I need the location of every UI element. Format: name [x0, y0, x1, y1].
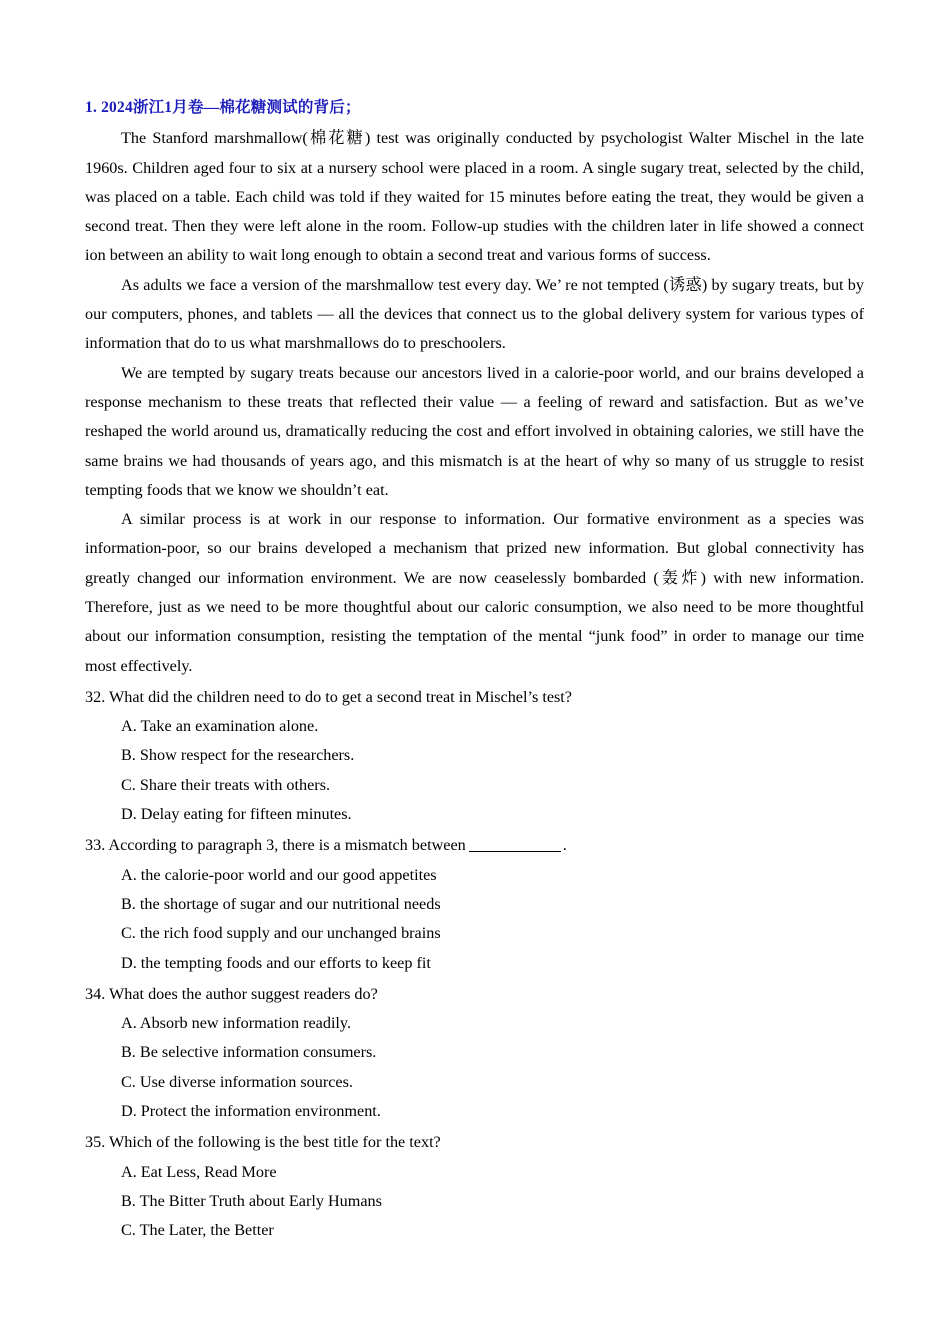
passage-paragraph-4: A similar process is at work in our response to information. Our formative environment as a species was information-poor, so our brains developed a mechanism that prized new information. But global connectivity has greatly changed our information environment. We are now ceaselessly bombarded (轰炸) with new information. Therefore, just as we need to be more thoughtful about our caloric consumption, we also need to be more thoughtful about our information consumption, resisting the temptation of the mental “junk food” in order to manage our time most effectively. — [85, 510, 864, 675]
question-option-a[interactable]: A. Take an examination alone. — [121, 717, 319, 736]
question-option-b[interactable]: B. Show respect for the researchers. — [121, 746, 355, 765]
passage-body — [85, 124, 864, 681]
question-option-a[interactable]: A. Absorb new information readily. — [121, 1014, 352, 1033]
page-title: 1. 2024浙江1月卷—棉花糖测试的背后； — [85, 99, 361, 116]
question-option-a[interactable]: A. Eat Less, Read More — [121, 1162, 277, 1181]
question-stem-tail: . — [562, 836, 567, 855]
question-option-c[interactable]: C. Use diverse information sources. — [121, 1072, 353, 1091]
passage-paragraph-1: The Stanford marshmallow(棉花糖) test was originally conducted by psychologist Walter Mischel in the late 1960s. Children aged four to six at a nursery school were placed in a room. A single sugary treat, selected by the child, was placed on a table. Each child was told if they waited for 15 minutes before eating the treat, they would be given a second treat. Then they were left alone in the room. Follow-up studies with the children later in life showed a connect ion between an ability to wait long enough to obtain a second treat and various forms of success. — [85, 129, 864, 265]
question-option-b[interactable]: B. The Bitter Truth about Early Humans — [121, 1191, 382, 1210]
question-stem — [85, 683, 864, 712]
question-option-a[interactable]: A. the calorie-poor world and our good appetites — [121, 865, 437, 884]
question-32 — [85, 683, 864, 829]
questions-list — [85, 683, 864, 1246]
question-option-d[interactable]: D. the tempting foods and our efforts to keep fit — [121, 953, 431, 972]
question-stem-text: 35. Which of the following is the best title for the text? — [85, 1133, 441, 1152]
question-stem — [85, 1128, 864, 1157]
question-stem-text: 34. What does the author suggest readers do? — [85, 984, 378, 1003]
passage-paragraph-2: As adults we face a version of the marshmallow test every day. We’ re not tempted (诱惑) by sugary treats, but by our computers, phones, and tablets — all the devices that connect us to the global delivery system for various types of information that do to us what marshmallows do to preschoolers. — [85, 275, 864, 353]
question-stem — [85, 980, 864, 1009]
passage-paragraph-3: We are tempted by sugary treats because our ancestors lived in a calorie-poor world, and our brains developed a response mechanism to these treats that reflected their value — a feeling of reward and satisfaction. But as we’ve reshaped the world around us, dramatically reducing the cost and effort involved in obtaining calories, we still have the same brains we had thousands of years ago, and this mismatch is at the heart of why so many of us struggle to resist tempting foods that we know we shouldn’t eat. — [85, 363, 864, 499]
question-35 — [85, 1128, 864, 1245]
question-option-c[interactable]: C. Share their treats with others. — [121, 775, 331, 794]
question-34 — [85, 980, 864, 1126]
question-option-c[interactable]: C. The Later, the Better — [121, 1221, 274, 1240]
question-stem-text: 33. According to paragraph 3, there is a mismatch between — [85, 836, 466, 855]
question-stem-text: 32. What did the children need to do to get a second treat in Mischel’s test? — [85, 687, 572, 706]
answer-blank[interactable] — [469, 838, 561, 853]
question-option-c[interactable]: C. the rich food supply and our unchanged brains — [121, 924, 441, 943]
question-option-b[interactable]: B. Be selective information consumers. — [121, 1043, 377, 1062]
question-option-d[interactable]: D. Delay eating for fifteen minutes. — [121, 805, 352, 824]
question-stem — [85, 831, 864, 860]
question-option-b[interactable]: B. the shortage of sugar and our nutritional needs — [121, 894, 441, 913]
question-option-d[interactable]: D. Protect the information environment. — [121, 1102, 381, 1121]
question-33 — [85, 831, 864, 977]
